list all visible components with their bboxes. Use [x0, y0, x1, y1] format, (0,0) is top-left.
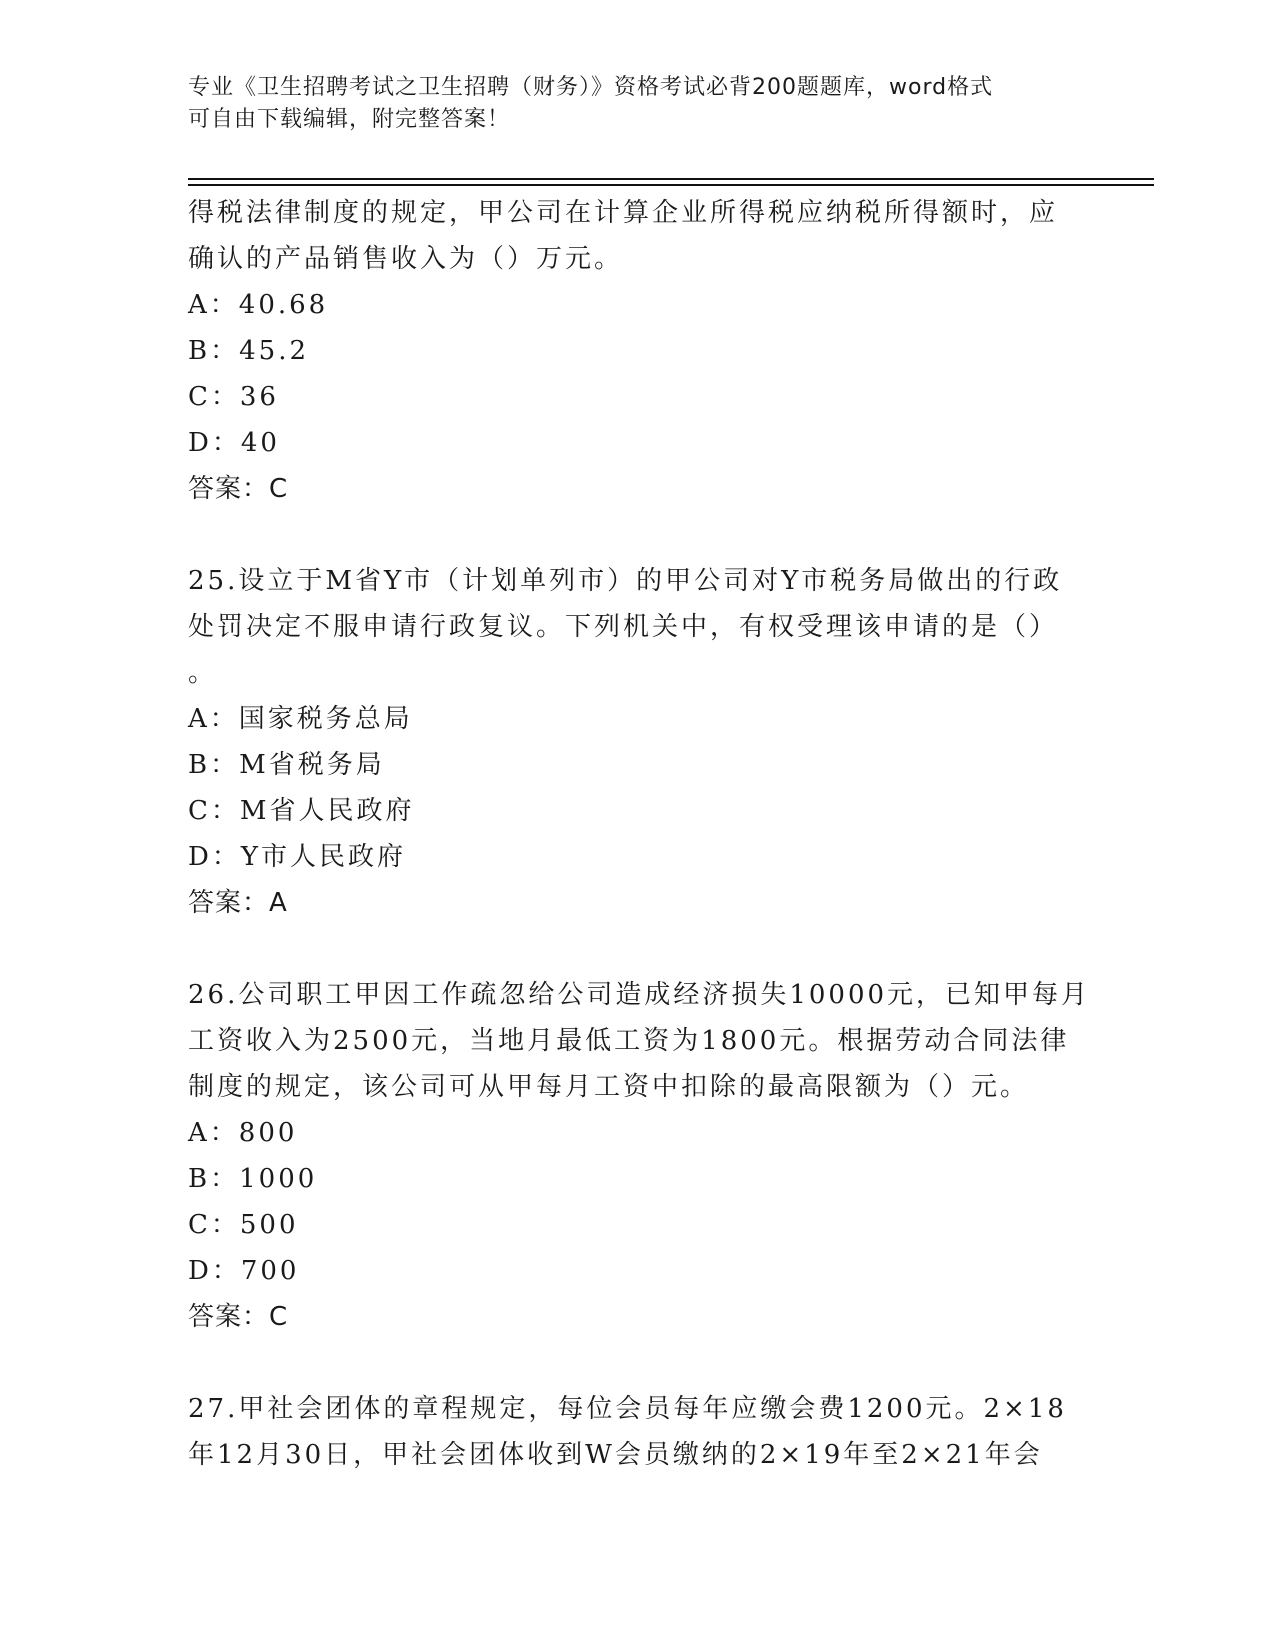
option-b: B：1000 — [188, 1164, 318, 1194]
question-text-line: 工资收入为2500元，当地月最低工资为1800元。根据劳动合同法律 — [188, 1026, 1070, 1056]
option-d: D：Y市人民政府 — [188, 842, 407, 872]
header-line-1: 专业《卫生招聘考试之卫生招聘（财务）》资格考试必背200题题库，word格式 — [188, 75, 994, 100]
question-text-line: 制度的规定，该公司可从甲每月工资中扣除的最高限额为（）元。 — [188, 1072, 1030, 1102]
answer-line: 答案：C — [188, 1302, 289, 1332]
answer-line: 答案：C — [188, 474, 289, 504]
question-25 — [188, 558, 1088, 926]
spacer — [188, 1340, 1088, 1386]
document-body — [188, 190, 1091, 1478]
option-b: B：45.2 — [188, 336, 309, 366]
question-text-line: 26.公司职工甲因工作疏忽给公司造成经济损失10000元，已知甲每月 — [188, 980, 1091, 1010]
option-c: C：M省人民政府 — [188, 796, 415, 826]
question-text-line: 年12月30日，甲社会团体收到W会员缴纳的2×19年至2×21年会 — [188, 1440, 1043, 1470]
spacer — [188, 512, 1088, 558]
header-divider-double — [188, 184, 1154, 186]
question-text-line: 确认的产品销售收入为（）万元。 — [188, 244, 624, 274]
option-a: A：40.68 — [188, 290, 329, 320]
header-line-2: 可自由下载编辑，附完整答案！ — [188, 107, 511, 132]
option-b: B：M省税务局 — [188, 750, 385, 780]
answer-line: 答案：A — [188, 888, 288, 918]
question-text-line: 得税法律制度的规定，甲公司在计算企业所得税应纳税所得额时，应 — [188, 198, 1059, 228]
spacer — [188, 926, 1088, 972]
option-a: A：国家税务总局 — [188, 704, 413, 734]
option-a: A：800 — [188, 1118, 298, 1148]
option-c: C：36 — [188, 382, 279, 412]
question-text-line: 25.设立于M省Y市（计划单列市）的甲公司对Y市税务局做出的行政 — [188, 566, 1063, 596]
option-c: C：500 — [188, 1210, 299, 1240]
question-27 — [188, 1386, 1088, 1478]
question-24-tail — [188, 190, 1088, 512]
option-d: D：40 — [188, 428, 280, 458]
question-text-line: 处罚决定不服申请行政复议。下列机关中，有权受理该申请的是（） — [188, 612, 1059, 642]
question-text-line: 。 — [188, 658, 218, 688]
question-26 — [188, 972, 1091, 1340]
question-text-line: 27.甲社会团体的章程规定，每位会员每年应缴会费1200元。2×18 — [188, 1394, 1067, 1424]
option-d: D：700 — [188, 1256, 300, 1286]
document-header — [188, 72, 1088, 136]
header-divider — [188, 178, 1154, 180]
